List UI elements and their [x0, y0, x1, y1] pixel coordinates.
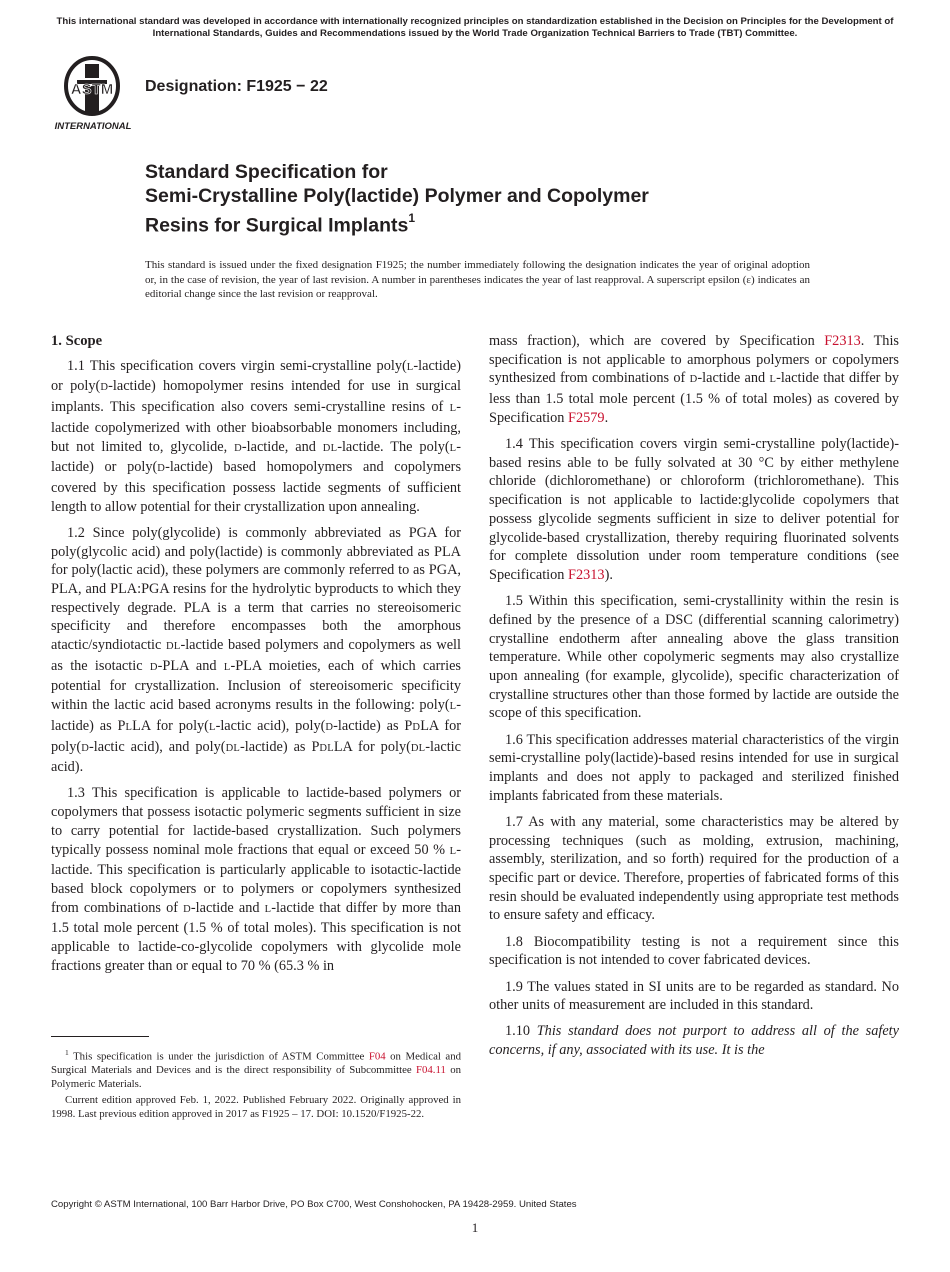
- title-line-2: Semi-Crystalline Poly(lactide) Polymer and Copolymer: [145, 185, 649, 207]
- footnote-1: $^1$ This specification is under the jurisdiction of ASTM Committee F04 on Medical and Surgical Materials and Devices and is the direct responsibility of Subcommittee F04.11 on Polymeric Materials.: [51, 1048, 461, 1090]
- document-title: [145, 160, 845, 238]
- title-footnote-mark: 1: [408, 211, 416, 225]
- paragraph-1-7: 1.7 As with any material, some characteristics may be altered by processing techniques (such as molding, extrusion, machining, assembly, sterilization, and so forth) required for the production of a specific part or device. Therefore, properties of fabricated forms of this resin should be evaluated independently using appropriate test methods to ensure safety and efficacy.: [489, 813, 899, 924]
- title-line-3-text: Resins for Surgical Implants: [145, 214, 409, 237]
- link-f0411[interactable]: F04.11: [415, 1064, 446, 1077]
- issue-note: This standard is issued under the fixed designation F1925; the number immediately following the designation indicates the year of original adoption or, in the case of revision, the year of last revision. A number in parentheses indicates the year of last reapproval. A superscript epsilon (ε) indicates an editorial change since the last revision or reapproval.: [145, 259, 810, 301]
- header-notice: This international standard was developed in accordance with internationally recognized principles on standardization established in the Decision on Principles for the Development of International Standards, Guides and Recommendations issued by the World Trade Organization Technical Barriers to Trade (TBT) Committee.: [56, 16, 894, 39]
- copyright-line: Copyright © ASTM International, 100 Barr Harbor Drive, PO Box C700, West Conshohocken, PA 19428-2959. United States: [51, 1199, 577, 1210]
- section-heading-scope: 1. Scope: [51, 333, 103, 349]
- right-column: [489, 332, 899, 1067]
- paragraph-1-9: 1.9 The values stated in SI units are to be regarded as standard. No other units of measurement are included in this standard.: [489, 978, 899, 1014]
- paragraph-1-3: 1.3 This specification is applicable to lactide-based polymers or copolymers that possess isotactic polymeric segments sufficient in size to carry potential for lactide-based crystallization. Such polymers typically possess nominal mole fractions that equal or exceed 50 % L-lactide. This specification is particularly applicable to isotactic-lactide based block copolymers or to polymers or copolymers synthesized from combinations of D-lactide and L-lactide that differ by more than 1.5 total mole percent (1.5 % of total moles). This specification is not applicable to lactide-co-glycolide copolymers with glycolide mole fractions greater than or equal to 70 % (65.3 % in: [51, 785, 461, 974]
- paragraph-1-6: 1.6 This specification addresses material characteristics of the virgin semi-crystalline poly(lactide)-based resins intended for use in surgical implants and does not apply to packaged and sterilized finished implants fabricated from these materials.: [489, 731, 899, 804]
- footnote-edition: Current edition approved Feb. 1, 2022. Published February 2022. Originally approved in 1998. Last previous edition approved in 2017 as F1925 – 17. DOI: 10.1520/F1925-22.: [51, 1094, 461, 1120]
- link-f2313-2[interactable]: F2313: [568, 566, 605, 583]
- paragraph-1-8: 1.8 Biocompatibility testing is not a requirement since this specification is not intended to cover fabricated devices.: [489, 933, 899, 969]
- paragraph-1-4: 1.4 This specification covers virgin semi-crystalline poly(lactide)-based resins able to be fully solvated at 30 °C by either methylene chloride (dichloromethane) or chloroform (trichloromethane). This specification is not applicable to lactide:glycolide copolymers that possess glycolide segments sufficient in size to deliver potential for glycolide-based crystallization, thereby requiring fluorinated solvents for complete dissolution under room temperature conditions (see Specification F2313).: [489, 436, 899, 583]
- paragraph-1-2: 1.2 Since poly(glycolide) is commonly abbreviated as PGA for poly(glycolic acid) and poly(lactide) is commonly abbreviated as PLA for poly(lactic acid), these polymers are commonly referred to as PGA, PLA, and PLA:PGA resins for the hydrolytic byproducts to which they respectively degrade. PLA is a term that carries no stereoisomeric specificity and therefore encompasses both the amorphous atactic/syndiotactic DL-lactide based polymers and copolymers as well as the isotactic D-PLA and L-PLA moieties, each of which carries potential for crystallization. Inclusion of stereoisomeric specificity within the lactic acid based acronyms results in the following: poly(L-lactide) as PLLA for poly(L-lactic acid), poly(D-lactide) as PDLA for poly(D-lactic acid), and poly(DL-lactide) as PDLLA for poly(DL-lactic acid).: [51, 524, 461, 776]
- footnotes: [51, 1046, 461, 1125]
- logo-letters: ASTM: [70, 81, 114, 98]
- left-column: [51, 332, 461, 983]
- paragraph-1-1: 1.1 This specification covers virgin semi-crystalline poly(L-lactide) or poly(D-lactide) homopolymer resins intended for use in surgical implants. This specification also covers semi-crystalline resins of L-lactide copolymerized with other bioabsorbable monomers including, but not limited to, glycolide, D-lactide, and DL-lactide. The poly(L-lactide) or poly(D-lactide) based homopolymers and copolymers covered by this specification possess lactide segments of sufficient length to allow potential for their crystallization upon annealing.: [51, 357, 462, 515]
- astm-logo: [52, 56, 134, 132]
- paragraph-1-3-continued: mass fraction), which are covered by Specification F2313. This specification is not applicable to amorphous polymers or copolymers synthesized from combinations of D-lactide and L-lactide that differ by less than 1.5 total mole percent (1.5 % of total moles) as covered by Specification F2579.: [489, 333, 900, 426]
- link-f2313[interactable]: F2313: [824, 333, 861, 349]
- footnote-rule: [51, 1036, 149, 1037]
- designation: Designation: F1925 − 22: [145, 78, 328, 95]
- link-f04[interactable]: F04: [368, 1050, 386, 1063]
- title-line-3: [145, 208, 845, 238]
- title-line-1: Standard Specification for: [145, 161, 388, 183]
- paragraph-1-5: 1.5 Within this specification, semi-crystallinity within the resin is defined by the presence of a DSC (differential scanning calorimetry) crystalline endotherm after annealing above the glass transition temperature. While other copolymeric segments may also crystallize upon annealing (for example, glycolide), specific characterization of crystalline structures other than those formed by lactide are outside the scope of this specification.: [489, 593, 899, 722]
- logo-label: INTERNATIONAL: [54, 121, 132, 132]
- page-number: 1: [471, 1220, 479, 1235]
- paragraph-1-10: 1.10 This standard does not purport to address all of the safety concerns, if any, associated with its use. It is the: [489, 1023, 899, 1059]
- link-f2579[interactable]: F2579: [568, 409, 605, 426]
